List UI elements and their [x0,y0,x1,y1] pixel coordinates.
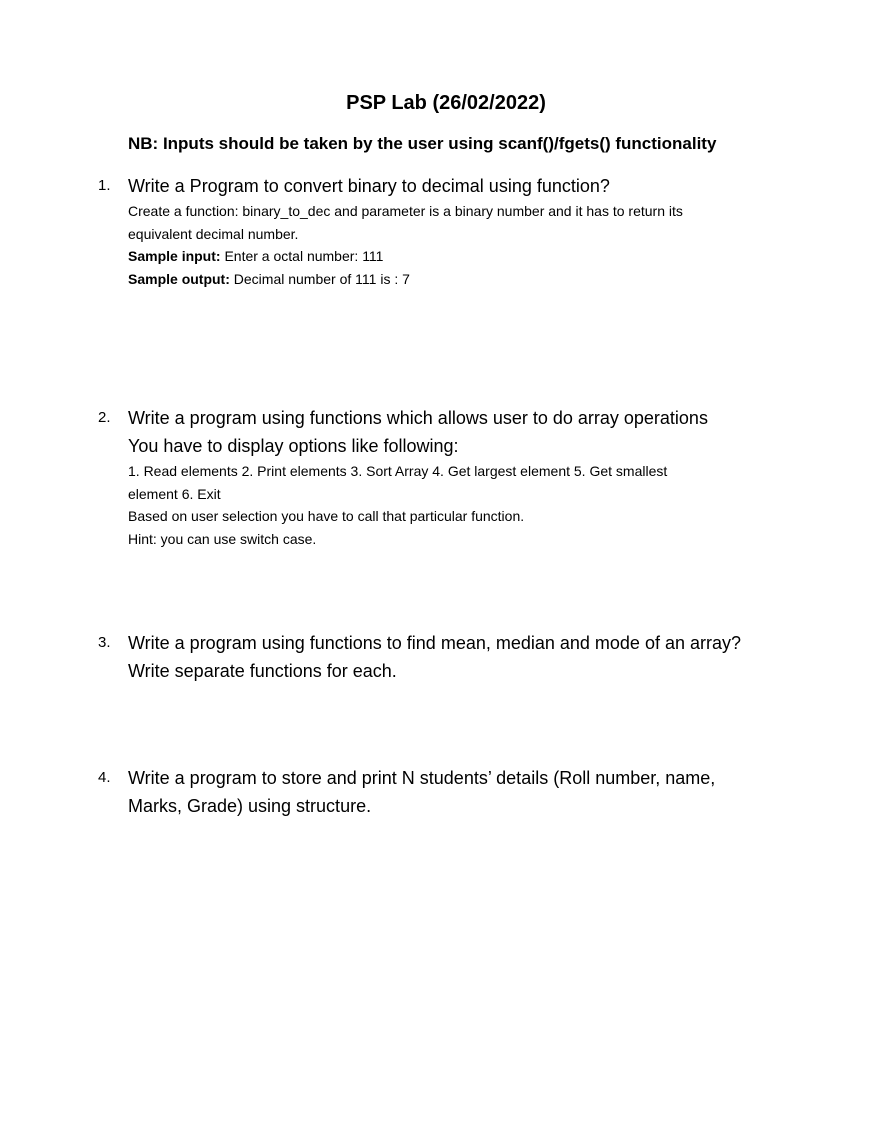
question-detail: Based on user selection you have to call that particular function. [128,508,525,524]
sample-output-label: Sample output: [128,270,230,287]
sample-input-value: Enter a octal number: 111 [220,248,384,264]
sample-output-value: Decimal number of 111 is : 7 [229,270,410,287]
question-detail: equivalent decimal number. [128,225,299,242]
question-body [128,764,778,820]
question-number: 4. [98,769,111,786]
question-number: 3. [98,634,111,651]
sample-output [128,268,778,291]
question-text: Write a program to store and print N students’ details (Roll number, name, [128,768,716,788]
question-text: Write separate functions for each. [128,661,397,681]
question-text: Write a program using functions which allows user to do array operations [128,408,708,428]
instruction-note: NB: Inputs should be taken by the user using scanf()/fgets() functionality [128,134,717,153]
page-title: PSP Lab (26/02/2022) [346,92,546,114]
sample-input [128,245,778,268]
question-text: You have to display options like following: [128,436,459,456]
question-detail: 1. Read elements 2. Print elements 3. Sort Array 4. Get largest element 5. Get smallest [128,463,668,479]
question-number: 2. [98,409,111,426]
question-detail: element 6. Exit [128,485,221,502]
question-text: Write a program using functions to find mean, median and mode of an array? [128,633,742,653]
question-text: Marks, Grade) using structure. [128,796,372,816]
question-text: Write a Program to convert binary to decimal using function? [128,176,610,196]
question-detail: Create a function: binary_to_dec and parameter is a binary number and it has to return its [128,203,683,219]
question-detail: Hint: you can use switch case. [128,530,317,547]
question-body [128,629,778,685]
question-body [128,172,778,290]
question-body [128,404,778,550]
question-number: 1. [98,177,111,194]
sample-input-label: Sample input: [128,248,221,264]
